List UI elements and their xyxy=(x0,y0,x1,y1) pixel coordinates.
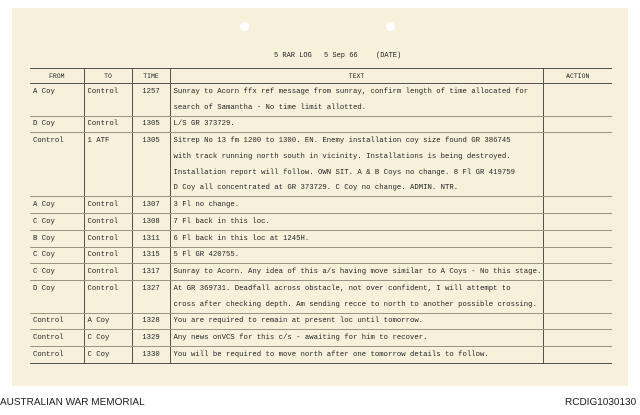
from-cell xyxy=(30,149,84,165)
time-cell: 1311 xyxy=(132,230,170,247)
log-title: 5 RAR LOG xyxy=(274,52,312,60)
text-cell: L/S GR 373729. xyxy=(170,116,543,133)
text-cell: search of Samantha - No time limit allotted. xyxy=(170,100,543,116)
from-cell xyxy=(30,100,84,116)
col-header-to: TO xyxy=(84,69,132,84)
time-cell: 1307 xyxy=(132,197,170,214)
to-cell xyxy=(84,149,132,165)
col-header-text: TEXT xyxy=(170,69,543,84)
time-cell: 1305 xyxy=(132,116,170,133)
text-cell: At GR 369731. Deadfall across obstacle, not over confident, I will attempt to xyxy=(170,281,543,297)
text-cell: You are required to remain at present loc until tomorrow. xyxy=(170,313,543,330)
log-row xyxy=(30,84,612,100)
from-cell: Control xyxy=(30,313,84,330)
header-row xyxy=(30,69,612,84)
to-cell: Control xyxy=(84,247,132,264)
from-cell xyxy=(30,165,84,181)
text-cell: 5 Fl GR 420755. xyxy=(170,247,543,264)
time-cell xyxy=(132,180,170,196)
to-cell: Control xyxy=(84,84,132,100)
log-row xyxy=(30,116,612,133)
log-row xyxy=(30,213,612,230)
log-row xyxy=(30,149,612,165)
punch-hole xyxy=(386,22,395,31)
action-cell xyxy=(543,213,612,230)
action-cell xyxy=(543,281,612,297)
action-cell xyxy=(543,197,612,214)
action-cell xyxy=(543,149,612,165)
from-cell: D Coy xyxy=(30,116,84,133)
time-cell: 1317 xyxy=(132,264,170,281)
action-cell xyxy=(543,100,612,116)
log-row xyxy=(30,230,612,247)
log-row xyxy=(30,165,612,181)
time-cell: 1305 xyxy=(132,133,170,149)
from-cell: D Coy xyxy=(33,284,55,293)
time-cell: 1327 xyxy=(132,281,170,297)
log-row xyxy=(30,313,612,330)
col-header-from: FROM xyxy=(30,69,84,84)
log-row xyxy=(30,264,612,281)
to-cell: Control xyxy=(84,213,132,230)
to-cell xyxy=(84,100,132,116)
log-row xyxy=(30,347,612,364)
from-cell: A Coy xyxy=(33,87,55,96)
log-row xyxy=(30,100,612,116)
action-cell xyxy=(543,347,612,364)
from-cell xyxy=(30,180,84,196)
log-table xyxy=(30,68,612,364)
action-cell xyxy=(543,133,612,149)
to-cell xyxy=(84,165,132,181)
to-cell: Control xyxy=(84,264,132,281)
log-row xyxy=(30,281,612,297)
from-cell: C Coy xyxy=(30,264,84,281)
text-cell: Any news onVCS for this c/s - awaiting for him to recover. xyxy=(170,330,543,347)
text-cell: with track running north south in vicinity. Installations is being destroyed. xyxy=(170,149,543,165)
time-cell: 1330 xyxy=(132,347,170,364)
text-cell: You will be required to move north after one tomorrow details to follow. xyxy=(170,347,543,364)
from-cell: A Coy xyxy=(30,197,84,214)
time-cell xyxy=(132,100,170,116)
log-row xyxy=(30,133,612,149)
text-cell: 6 Fl back in this loc at 1245H. xyxy=(170,230,543,247)
time-cell xyxy=(132,297,170,313)
from-cell xyxy=(30,297,84,313)
text-cell: Sunray to Acorn ffx ref message from sunray, confirm length of time allocated for xyxy=(170,84,543,100)
to-cell: C Coy xyxy=(84,330,132,347)
time-cell xyxy=(132,149,170,165)
time-cell xyxy=(132,165,170,181)
log-entries xyxy=(30,84,612,364)
punch-hole xyxy=(240,22,249,31)
from-cell: Control xyxy=(30,347,84,364)
col-header-time: TIME xyxy=(132,69,170,84)
time-cell: 1315 xyxy=(132,247,170,264)
to-cell: Control xyxy=(84,197,132,214)
log-row xyxy=(30,180,612,196)
text-cell: Installation report will follow. OWN SIT. A & B Coys no change. 8 Fl GR 419759 xyxy=(170,165,543,181)
action-cell xyxy=(543,247,612,264)
from-cell: B Coy xyxy=(30,230,84,247)
action-cell xyxy=(543,330,612,347)
footer-institution: AUSTRALIAN WAR MEMORIAL xyxy=(0,397,145,408)
log-date: 5 Sep 66 xyxy=(324,52,358,60)
action-cell xyxy=(543,313,612,330)
action-cell xyxy=(543,180,612,196)
to-cell: 1 ATF xyxy=(84,133,132,149)
to-cell xyxy=(84,180,132,196)
to-cell: A Coy xyxy=(84,313,132,330)
to-cell: Control xyxy=(84,116,132,133)
time-cell: 1328 xyxy=(132,313,170,330)
log-row xyxy=(30,330,612,347)
text-cell: Sunray to Acorn. Any idea of this a/s having move similar to A Coys - No this stage. xyxy=(170,264,543,281)
to-cell: Control xyxy=(84,230,132,247)
text-cell: cross after checking depth. Am sending recce to north to another possible crossing. xyxy=(170,297,543,313)
to-cell: C Coy xyxy=(84,347,132,364)
text-cell: 7 Fl back in this loc. xyxy=(170,213,543,230)
from-cell: C Coy xyxy=(30,247,84,264)
to-cell xyxy=(84,297,132,313)
log-sheet-card xyxy=(0,8,637,408)
from-cell: C Coy xyxy=(30,213,84,230)
text-cell: D Coy all concentrated at GR 373729. C Coy no change. ADMIN. NTR. xyxy=(170,180,543,196)
action-cell xyxy=(543,230,612,247)
footer-record-id: RCDIG1030130 xyxy=(565,397,637,408)
to-cell: Control xyxy=(84,281,132,297)
action-cell xyxy=(543,165,612,181)
log-row xyxy=(30,297,612,313)
action-cell xyxy=(543,84,612,100)
date-label: (DATE) xyxy=(376,52,402,60)
action-cell xyxy=(543,264,612,281)
text-cell: 3 Fl no change. xyxy=(170,197,543,214)
time-cell: 1329 xyxy=(132,330,170,347)
from-cell: Control xyxy=(33,137,64,146)
text-cell: Sitrep No 13 fm 1200 to 1300. EN. Enemy installation coy size found GR 386745 xyxy=(170,133,543,149)
col-header-action: ACTION xyxy=(543,69,612,84)
action-cell xyxy=(543,297,612,313)
action-cell xyxy=(543,116,612,133)
time-cell: 1308 xyxy=(132,213,170,230)
time-cell: 1257 xyxy=(132,84,170,100)
log-row xyxy=(30,197,612,214)
from-cell: Control xyxy=(30,330,84,347)
log-row xyxy=(30,247,612,264)
